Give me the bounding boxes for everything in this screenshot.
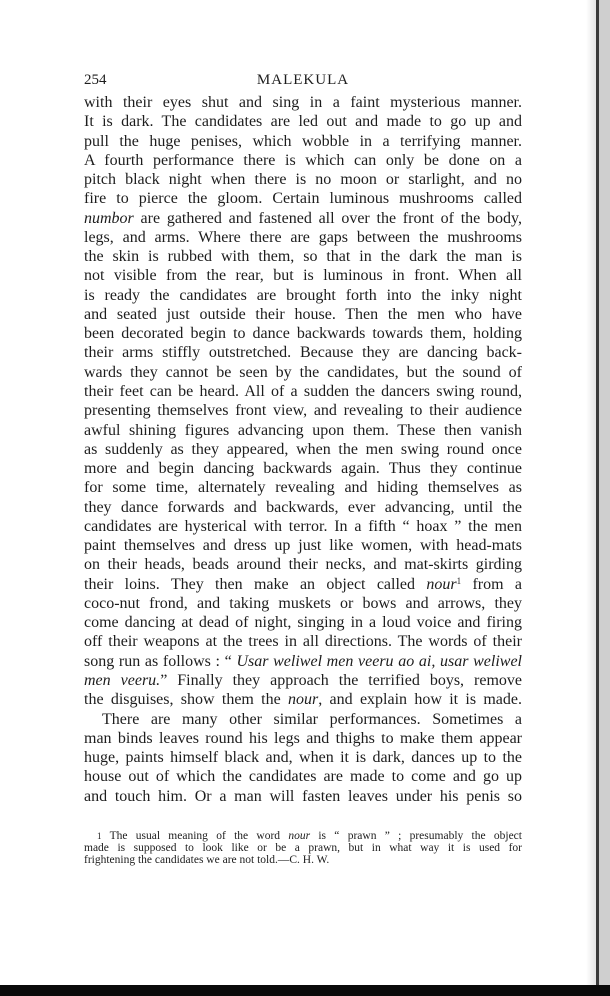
italic-term: nour	[288, 830, 311, 842]
text-segment: from a	[461, 575, 523, 593]
text-segment: presenting themselves front view, and revealing to their audience	[84, 402, 522, 420]
text-line	[84, 517, 522, 536]
text-segment: man binds leaves round his legs and thighs to make them appear	[84, 729, 522, 747]
text-segment: ” Finally they approach the terrified boys, remove	[160, 671, 523, 689]
text-line	[84, 729, 522, 748]
text-segment: the skin is rubbed with them, so that in the dark the man is	[84, 248, 522, 266]
text-segment: candidates are hysterical with terror. In a fifth “ hoax ” the men	[84, 517, 522, 535]
text-segment: The usual meaning of the word	[101, 830, 289, 842]
text-line	[84, 575, 522, 594]
text-segment: A fourth performance there is which can only be done on a	[84, 151, 522, 169]
text-line	[84, 112, 522, 131]
text-line	[84, 151, 522, 170]
text-segment: on their heads, beads around their necks, and mat-skirts girding	[84, 556, 522, 574]
text-segment: is ready the candidates are brought forth into the inky night	[84, 286, 522, 304]
text-line	[84, 613, 522, 632]
text-line	[84, 671, 522, 690]
text-line	[84, 555, 522, 574]
text-segment: is “ prawn ” ; presumably the object	[310, 830, 522, 842]
text-line	[84, 247, 522, 266]
page-header	[84, 72, 522, 92]
text-segment: come dancing at dead of night, singing in a loud voice and firing	[84, 614, 522, 632]
text-segment: been decorated begin to dance backwards towards them, holding	[84, 325, 522, 343]
text-line	[84, 594, 522, 613]
text-line	[84, 266, 522, 285]
text-segment: more and begin dancing backwards again. Thus they continue	[84, 460, 522, 478]
text-segment: fire to pierce the gloom. Certain luminous mushrooms called	[84, 190, 522, 208]
adjacent-page-edge	[599, 0, 610, 990]
text-line	[84, 440, 522, 459]
text-segment: and touch him. Or a man will fasten leaves under his penis so	[84, 787, 522, 805]
text-segment: their feet can be heard. All of a sudden the dancers swing round,	[84, 382, 522, 400]
text-line	[84, 652, 522, 671]
text-segment: It is dark. The candidates are led out and made to go up and	[84, 113, 522, 131]
text-line	[84, 189, 522, 208]
text-line	[84, 343, 522, 362]
text-segment: the disguises, show them the	[84, 691, 289, 709]
text-line	[84, 632, 522, 651]
text-segment: coco-nut frond, and taking muskets or bows and arrows, they	[84, 594, 522, 612]
text-segment: with their eyes shut and sing in a faint mysterious manner.	[84, 94, 522, 111]
text-segment: , and explain how it is made.	[318, 691, 522, 709]
italic-term: men veeru.	[84, 671, 161, 689]
text-line	[84, 305, 522, 324]
footnote-marker: 1	[456, 575, 462, 586]
page-gutter-shadow	[586, 0, 596, 990]
text-line	[84, 710, 522, 729]
text-line	[84, 401, 522, 420]
text-line	[84, 363, 522, 382]
text-line	[84, 767, 522, 786]
scan-border	[0, 985, 610, 996]
text-segment: frightening the candidates we are not told.—C. H. W.	[84, 854, 330, 867]
text-segment: made is supposed to look like or be a prawn, but in what way it is used for	[84, 842, 522, 855]
text-line	[84, 421, 522, 440]
italic-term: Usar weliwel men veeru ao ai, usar weliwel	[236, 652, 522, 670]
text-segment: wards they cannot be seen by the candidates, but the sound of	[84, 363, 522, 381]
text-segment: their arms stiffly outstretched. Because they are dancing back-	[84, 344, 522, 362]
text-segment: and seated just outside their house. Then the men who have	[84, 305, 522, 323]
text-segment: pull the huge penises, which wobble in a terrifying manner.	[84, 132, 522, 150]
italic-term: nour	[426, 575, 457, 593]
text-line	[84, 132, 522, 151]
text-segment: There are many other similar performances. Sometimes a	[102, 710, 522, 728]
body-text	[84, 93, 522, 806]
text-line	[84, 498, 522, 517]
text-line	[84, 324, 522, 343]
footnote-line	[84, 842, 522, 854]
text-segment: off their weapons at the trees in all directions. The words of their	[84, 633, 522, 651]
text-segment: awful shining figures advancing upon them. These then vanish	[84, 421, 522, 439]
text-segment: pitch black night when there is no moon or starlight, and no	[84, 171, 522, 189]
text-segment: their loins. They then make an object called	[84, 575, 427, 593]
footnote	[84, 830, 522, 867]
running-title: MALEKULA	[256, 72, 350, 88]
text-segment: paint themselves and dress up just like women, with head-mats	[84, 537, 522, 555]
text-line	[84, 209, 522, 228]
text-line	[84, 93, 522, 112]
text-line	[84, 228, 522, 247]
text-segment: for some time, alternately revealing and hiding themselves as	[84, 479, 522, 497]
text-segment: are gathered and fastened all over the front of the body,	[133, 209, 522, 227]
text-segment: house out of which the candidates are made to come and go up	[84, 768, 522, 786]
text-segment: not visible from the rear, but is luminous in front. When all	[84, 267, 522, 285]
footnote-marker: 1	[97, 831, 102, 841]
text-line	[84, 478, 522, 497]
text-segment: they dance forwards and backwards, ever advancing, until the	[84, 498, 522, 516]
text-line	[84, 459, 522, 478]
text-line	[84, 382, 522, 401]
text-segment: legs, and arms. Where there are gaps between the mushrooms	[84, 228, 522, 246]
text-line	[84, 748, 522, 767]
text-segment: huge, paints himself black and, when it is dark, dances up to the	[84, 749, 522, 767]
text-segment: as suddenly as they appeared, when the men swing round once	[84, 440, 522, 458]
footnote-line	[84, 830, 522, 842]
italic-term: nour	[288, 691, 319, 709]
text-line	[84, 536, 522, 555]
italic-term: numbor	[84, 209, 134, 227]
footnote-line	[84, 854, 522, 866]
page-number: 254	[84, 72, 107, 88]
text-line	[84, 286, 522, 305]
text-segment: song run as follows : “	[84, 652, 237, 670]
text-line	[84, 787, 522, 806]
text-line	[84, 170, 522, 189]
text-line	[84, 690, 522, 709]
